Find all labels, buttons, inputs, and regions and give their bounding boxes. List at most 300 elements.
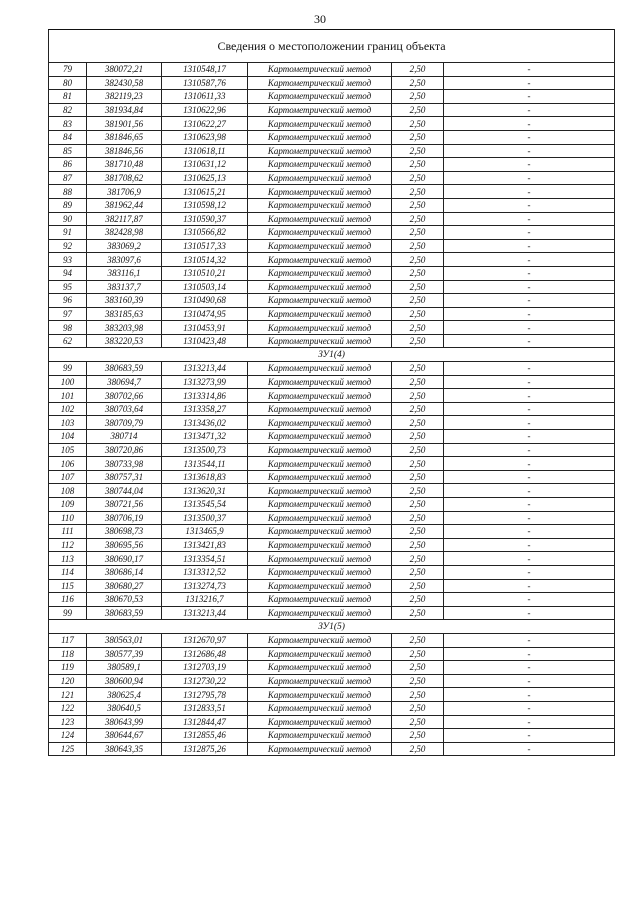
point-number-cell: 91	[49, 226, 87, 240]
coord-x-cell: 380643,99	[87, 715, 162, 729]
table-row	[49, 430, 615, 444]
table-row	[49, 389, 615, 403]
method-cell: Картометрический метод	[248, 117, 392, 131]
coord-y-cell: 1313273,99	[162, 375, 248, 389]
point-number-cell: 95	[49, 280, 87, 294]
accuracy-cell: 2,50	[392, 198, 444, 212]
coord-y-cell: 1313213,44	[162, 606, 248, 620]
accuracy-cell: 2,50	[392, 606, 444, 620]
point-number-cell: 117	[49, 633, 87, 647]
section-label: ЗУ1(5)	[49, 620, 615, 634]
description-cell: -	[444, 715, 615, 729]
method-cell: Картометрический метод	[248, 430, 392, 444]
method-cell: Картометрический метод	[248, 90, 392, 104]
table-row	[49, 321, 615, 335]
description-cell: -	[444, 647, 615, 661]
point-number-cell: 107	[49, 470, 87, 484]
accuracy-cell: 2,50	[392, 674, 444, 688]
table-row	[49, 742, 615, 756]
coord-y-cell: 1313500,37	[162, 511, 248, 525]
coord-y-cell: 1310510,21	[162, 266, 248, 280]
method-cell: Картометрический метод	[248, 416, 392, 430]
coord-y-cell: 1310587,76	[162, 76, 248, 90]
table-row	[49, 457, 615, 471]
accuracy-cell: 2,50	[392, 144, 444, 158]
point-number-cell: 98	[49, 321, 87, 335]
table-row	[49, 307, 615, 321]
description-cell: -	[444, 117, 615, 131]
description-cell: -	[444, 470, 615, 484]
accuracy-cell: 2,50	[392, 416, 444, 430]
table-row	[49, 565, 615, 579]
method-cell: Картометрический метод	[248, 362, 392, 376]
point-number-cell: 125	[49, 742, 87, 756]
coord-y-cell: 1310474,95	[162, 307, 248, 321]
section-label: ЗУ1(4)	[49, 348, 615, 362]
method-cell: Картометрический метод	[248, 280, 392, 294]
accuracy-cell: 2,50	[392, 511, 444, 525]
method-cell: Картометрический метод	[248, 402, 392, 416]
table-title-row	[49, 30, 615, 63]
coord-y-cell: 1312844,47	[162, 715, 248, 729]
accuracy-cell: 2,50	[392, 443, 444, 457]
table-row	[49, 593, 615, 607]
accuracy-cell: 2,50	[392, 239, 444, 253]
table-row	[49, 552, 615, 566]
table-body	[49, 30, 615, 756]
coord-y-cell: 1312795,78	[162, 688, 248, 702]
table-row	[49, 239, 615, 253]
method-cell: Картометрический метод	[248, 389, 392, 403]
method-cell: Картометрический метод	[248, 334, 392, 348]
point-number-cell: 104	[49, 430, 87, 444]
table-row	[49, 334, 615, 348]
coord-y-cell: 1310611,33	[162, 90, 248, 104]
method-cell: Картометрический метод	[248, 294, 392, 308]
method-cell: Картометрический метод	[248, 565, 392, 579]
description-cell: -	[444, 280, 615, 294]
accuracy-cell: 2,50	[392, 362, 444, 376]
table-row	[49, 701, 615, 715]
point-number-cell: 101	[49, 389, 87, 403]
point-number-cell: 82	[49, 103, 87, 117]
method-cell: Картометрический метод	[248, 266, 392, 280]
description-cell: -	[444, 389, 615, 403]
method-cell: Картометрический метод	[248, 321, 392, 335]
method-cell: Картометрический метод	[248, 185, 392, 199]
coord-x-cell: 380721,56	[87, 498, 162, 512]
table-row	[49, 103, 615, 117]
coord-x-cell: 380643,35	[87, 742, 162, 756]
coord-y-cell: 1313465,9	[162, 525, 248, 539]
accuracy-cell: 2,50	[392, 389, 444, 403]
coord-y-cell: 1310623,98	[162, 130, 248, 144]
coord-y-cell: 1310517,33	[162, 239, 248, 253]
point-number-cell: 87	[49, 171, 87, 185]
method-cell: Картометрический метод	[248, 742, 392, 756]
point-number-cell: 121	[49, 688, 87, 702]
accuracy-cell: 2,50	[392, 334, 444, 348]
description-cell: -	[444, 362, 615, 376]
description-cell: -	[444, 185, 615, 199]
accuracy-cell: 2,50	[392, 103, 444, 117]
table-row	[49, 470, 615, 484]
table-row	[49, 729, 615, 743]
method-cell: Картометрический метод	[248, 103, 392, 117]
coord-x-cell: 380694,7	[87, 375, 162, 389]
method-cell: Картометрический метод	[248, 171, 392, 185]
description-cell: -	[444, 729, 615, 743]
accuracy-cell: 2,50	[392, 457, 444, 471]
method-cell: Картометрический метод	[248, 606, 392, 620]
table-row	[49, 674, 615, 688]
accuracy-cell: 2,50	[392, 63, 444, 77]
point-number-cell: 112	[49, 538, 87, 552]
coord-x-cell: 383097,6	[87, 253, 162, 267]
table-row	[49, 688, 615, 702]
accuracy-cell: 2,50	[392, 185, 444, 199]
coord-y-cell: 1312833,51	[162, 701, 248, 715]
coord-x-cell: 382430,58	[87, 76, 162, 90]
method-cell: Картометрический метод	[248, 511, 392, 525]
coord-y-cell: 1312855,46	[162, 729, 248, 743]
coord-x-cell: 381962,44	[87, 198, 162, 212]
method-cell: Картометрический метод	[248, 253, 392, 267]
accuracy-cell: 2,50	[392, 226, 444, 240]
coord-x-cell: 380625,4	[87, 688, 162, 702]
description-cell: -	[444, 742, 615, 756]
method-cell: Картометрический метод	[248, 470, 392, 484]
accuracy-cell: 2,50	[392, 742, 444, 756]
method-cell: Картометрический метод	[248, 63, 392, 77]
method-cell: Картометрический метод	[248, 661, 392, 675]
description-cell: -	[444, 76, 615, 90]
table-row	[49, 130, 615, 144]
coord-x-cell: 380670,53	[87, 593, 162, 607]
table-row	[49, 294, 615, 308]
description-cell: -	[444, 226, 615, 240]
method-cell: Картометрический метод	[248, 484, 392, 498]
point-number-cell: 116	[49, 593, 87, 607]
point-number-cell: 96	[49, 294, 87, 308]
accuracy-cell: 2,50	[392, 633, 444, 647]
table-title: Сведения о местоположении границ объекта	[49, 30, 615, 63]
point-number-cell: 106	[49, 457, 87, 471]
coord-x-cell: 383220,53	[87, 334, 162, 348]
method-cell: Картометрический метод	[248, 226, 392, 240]
coord-x-cell: 380706,19	[87, 511, 162, 525]
table-row	[49, 443, 615, 457]
accuracy-cell: 2,50	[392, 321, 444, 335]
accuracy-cell: 2,50	[392, 307, 444, 321]
coord-y-cell: 1313545,54	[162, 498, 248, 512]
description-cell: -	[444, 457, 615, 471]
point-number-cell: 105	[49, 443, 87, 457]
description-cell: -	[444, 103, 615, 117]
accuracy-cell: 2,50	[392, 375, 444, 389]
coord-x-cell: 380703,64	[87, 402, 162, 416]
method-cell: Картометрический метод	[248, 701, 392, 715]
description-cell: -	[444, 171, 615, 185]
coord-x-cell: 380709,79	[87, 416, 162, 430]
section-header-row	[49, 348, 615, 362]
description-cell: -	[444, 63, 615, 77]
point-number-cell: 89	[49, 198, 87, 212]
section-header-row	[49, 620, 615, 634]
point-number-cell: 81	[49, 90, 87, 104]
coord-y-cell: 1313421,83	[162, 538, 248, 552]
method-cell: Картометрический метод	[248, 729, 392, 743]
table-row	[49, 280, 615, 294]
table-row	[49, 253, 615, 267]
coord-x-cell: 381934,84	[87, 103, 162, 117]
table-row	[49, 185, 615, 199]
method-cell: Картометрический метод	[248, 443, 392, 457]
coord-y-cell: 1310453,91	[162, 321, 248, 335]
point-number-cell: 94	[49, 266, 87, 280]
accuracy-cell: 2,50	[392, 593, 444, 607]
table-row	[49, 144, 615, 158]
coord-x-cell: 383069,2	[87, 239, 162, 253]
description-cell: -	[444, 294, 615, 308]
point-number-cell: 114	[49, 565, 87, 579]
coord-y-cell: 1310622,96	[162, 103, 248, 117]
coord-y-cell: 1310598,12	[162, 198, 248, 212]
point-number-cell: 120	[49, 674, 87, 688]
description-cell: -	[444, 525, 615, 539]
coord-y-cell: 1310618,11	[162, 144, 248, 158]
accuracy-cell: 2,50	[392, 402, 444, 416]
coord-y-cell: 1310548,17	[162, 63, 248, 77]
coord-x-cell: 383160,39	[87, 294, 162, 308]
coord-x-cell: 381901,56	[87, 117, 162, 131]
table-row	[49, 633, 615, 647]
description-cell: -	[444, 266, 615, 280]
table-row	[49, 212, 615, 226]
description-cell: -	[444, 198, 615, 212]
coord-y-cell: 1312730,22	[162, 674, 248, 688]
page-number: 30	[314, 12, 326, 26]
accuracy-cell: 2,50	[392, 647, 444, 661]
description-cell: -	[444, 130, 615, 144]
table-row	[49, 715, 615, 729]
point-number-cell: 123	[49, 715, 87, 729]
accuracy-cell: 2,50	[392, 76, 444, 90]
coord-y-cell: 1310514,32	[162, 253, 248, 267]
method-cell: Картометрический метод	[248, 647, 392, 661]
coord-x-cell: 380690,17	[87, 552, 162, 566]
description-cell: -	[444, 688, 615, 702]
method-cell: Картометрический метод	[248, 593, 392, 607]
description-cell: -	[444, 593, 615, 607]
point-number-cell: 86	[49, 158, 87, 172]
coord-x-cell: 380720,86	[87, 443, 162, 457]
coord-x-cell: 380744,04	[87, 484, 162, 498]
coord-x-cell: 382117,87	[87, 212, 162, 226]
description-cell: -	[444, 307, 615, 321]
coord-y-cell: 1310566,82	[162, 226, 248, 240]
table-row	[49, 198, 615, 212]
description-cell: -	[444, 633, 615, 647]
table-row	[49, 484, 615, 498]
coord-x-cell: 380702,66	[87, 389, 162, 403]
accuracy-cell: 2,50	[392, 701, 444, 715]
coord-x-cell: 380680,27	[87, 579, 162, 593]
point-number-cell: 102	[49, 402, 87, 416]
description-cell: -	[444, 484, 615, 498]
description-cell: -	[444, 443, 615, 457]
description-cell: -	[444, 158, 615, 172]
coord-y-cell: 1310423,48	[162, 334, 248, 348]
accuracy-cell: 2,50	[392, 484, 444, 498]
accuracy-cell: 2,50	[392, 552, 444, 566]
point-number-cell: 99	[49, 606, 87, 620]
table-row	[49, 375, 615, 389]
coord-y-cell: 1313354,51	[162, 552, 248, 566]
point-number-cell: 108	[49, 484, 87, 498]
method-cell: Картометрический метод	[248, 457, 392, 471]
coord-x-cell: 383137,7	[87, 280, 162, 294]
description-cell: -	[444, 579, 615, 593]
accuracy-cell: 2,50	[392, 688, 444, 702]
method-cell: Картометрический метод	[248, 715, 392, 729]
coord-x-cell: 383116,1	[87, 266, 162, 280]
coord-y-cell: 1313618,83	[162, 470, 248, 484]
description-cell: -	[444, 701, 615, 715]
method-cell: Картометрический метод	[248, 375, 392, 389]
coord-x-cell: 381708,62	[87, 171, 162, 185]
point-number-cell: 80	[49, 76, 87, 90]
coord-x-cell: 380600,94	[87, 674, 162, 688]
coord-y-cell: 1313358,27	[162, 402, 248, 416]
accuracy-cell: 2,50	[392, 130, 444, 144]
coord-x-cell: 380683,59	[87, 362, 162, 376]
coord-y-cell: 1313544,11	[162, 457, 248, 471]
coord-y-cell: 1313213,44	[162, 362, 248, 376]
point-number-cell: 84	[49, 130, 87, 144]
point-number-cell: 122	[49, 701, 87, 715]
method-cell: Картометрический метод	[248, 579, 392, 593]
point-number-cell: 115	[49, 579, 87, 593]
coord-y-cell: 1310631,12	[162, 158, 248, 172]
coord-y-cell: 1310590,37	[162, 212, 248, 226]
table-row	[49, 266, 615, 280]
description-cell: -	[444, 674, 615, 688]
point-number-cell: 118	[49, 647, 87, 661]
description-cell: -	[444, 402, 615, 416]
coord-x-cell: 381846,56	[87, 144, 162, 158]
coord-y-cell: 1313312,52	[162, 565, 248, 579]
accuracy-cell: 2,50	[392, 171, 444, 185]
method-cell: Картометрический метод	[248, 538, 392, 552]
accuracy-cell: 2,50	[392, 266, 444, 280]
coord-y-cell: 1312703,19	[162, 661, 248, 675]
coord-x-cell: 380644,67	[87, 729, 162, 743]
method-cell: Картометрический метод	[248, 498, 392, 512]
point-number-cell: 99	[49, 362, 87, 376]
description-cell: -	[444, 606, 615, 620]
accuracy-cell: 2,50	[392, 579, 444, 593]
coord-x-cell: 380695,56	[87, 538, 162, 552]
point-number-cell: 93	[49, 253, 87, 267]
table-row	[49, 538, 615, 552]
description-cell: -	[444, 90, 615, 104]
coord-y-cell: 1312670,97	[162, 633, 248, 647]
accuracy-cell: 2,50	[392, 280, 444, 294]
point-number-cell: 62	[49, 334, 87, 348]
table-row	[49, 579, 615, 593]
description-cell: -	[444, 321, 615, 335]
table-row	[49, 117, 615, 131]
coord-x-cell: 380589,1	[87, 661, 162, 675]
accuracy-cell: 2,50	[392, 90, 444, 104]
description-cell: -	[444, 661, 615, 675]
table-row	[49, 158, 615, 172]
accuracy-cell: 2,50	[392, 525, 444, 539]
coord-y-cell: 1313471,32	[162, 430, 248, 444]
table-row	[49, 606, 615, 620]
description-cell: -	[444, 565, 615, 579]
point-number-cell: 110	[49, 511, 87, 525]
method-cell: Картометрический метод	[248, 130, 392, 144]
point-number-cell: 83	[49, 117, 87, 131]
point-number-cell: 85	[49, 144, 87, 158]
coord-y-cell: 1313274,73	[162, 579, 248, 593]
coordinates-table	[48, 29, 615, 756]
method-cell: Картометрический метод	[248, 76, 392, 90]
coord-y-cell: 1310625,13	[162, 171, 248, 185]
point-number-cell: 103	[49, 416, 87, 430]
coord-y-cell: 1310503,14	[162, 280, 248, 294]
method-cell: Картометрический метод	[248, 525, 392, 539]
coord-y-cell: 1310615,21	[162, 185, 248, 199]
method-cell: Картометрический метод	[248, 239, 392, 253]
coord-x-cell: 380698,73	[87, 525, 162, 539]
accuracy-cell: 2,50	[392, 498, 444, 512]
table-row	[49, 647, 615, 661]
coord-x-cell: 382428,98	[87, 226, 162, 240]
point-number-cell: 109	[49, 498, 87, 512]
accuracy-cell: 2,50	[392, 253, 444, 267]
description-cell: -	[444, 144, 615, 158]
coord-x-cell: 383203,98	[87, 321, 162, 335]
accuracy-cell: 2,50	[392, 294, 444, 308]
coord-y-cell: 1313314,86	[162, 389, 248, 403]
description-cell: -	[444, 552, 615, 566]
table-row	[49, 362, 615, 376]
table-row	[49, 63, 615, 77]
point-number-cell: 90	[49, 212, 87, 226]
table-row	[49, 171, 615, 185]
table-row	[49, 498, 615, 512]
table-row	[49, 525, 615, 539]
coord-x-cell: 380640,5	[87, 701, 162, 715]
table-row	[49, 226, 615, 240]
point-number-cell: 111	[49, 525, 87, 539]
method-cell: Картометрический метод	[248, 674, 392, 688]
coord-x-cell: 380686,14	[87, 565, 162, 579]
coord-x-cell: 383185,63	[87, 307, 162, 321]
accuracy-cell: 2,50	[392, 538, 444, 552]
coord-y-cell: 1312875,26	[162, 742, 248, 756]
description-cell: -	[444, 334, 615, 348]
coord-y-cell: 1313436,02	[162, 416, 248, 430]
coord-y-cell: 1310490,68	[162, 294, 248, 308]
point-number-cell: 100	[49, 375, 87, 389]
point-number-cell: 92	[49, 239, 87, 253]
table-row	[49, 511, 615, 525]
coord-x-cell: 381710,48	[87, 158, 162, 172]
